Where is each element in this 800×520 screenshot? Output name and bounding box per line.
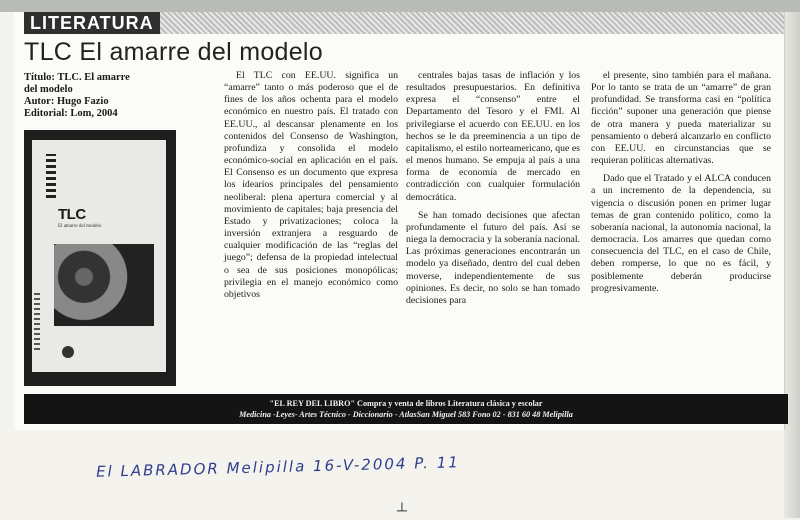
article-column-1 <box>224 70 398 301</box>
ad-line-2: Medicina -Leyes- Artes Técnico - Diccionario - AtlasSan Miguel 583 Fono 02 - 831 60 48 Melipilla <box>239 410 573 419</box>
publisher-logo-icon <box>62 346 74 358</box>
cover-stripe-decoration <box>46 154 56 198</box>
article-column-3 <box>591 70 771 295</box>
section-header-bar <box>24 12 784 34</box>
column-3-paragraph-1: el presente, sino también para el mañana. Por lo tanto se trata de un “amarre” de gran profundidad. Se transforma casi en “política ficción” suponer una generación que piense de otra manera y pueda materializar su pensamiento o deberá alcanzarlo en conflicto con EE.UU. en circunstancias que se requieran políticas alternativas. <box>591 70 771 167</box>
cover-side-decoration <box>34 290 40 350</box>
article-headline: TLC El amarre del modelo <box>24 38 323 66</box>
crop-mark: ┴ <box>397 504 407 519</box>
book-metadata <box>24 72 164 120</box>
scan-right-edge <box>784 12 800 518</box>
book-cover-inner <box>32 140 166 372</box>
article-column-2 <box>406 70 580 307</box>
column-1-paragraph-1: El TLC con EE.UU. significa un “amarre” tanto o más poderoso que el de fines de los años ochenta para el modelo económico en nuestro país. El tratado con EE.UU., al descansar plenamente en los contenidos del Consenso de Washington, profundiza y consolida el modelo económico-social en aplicación en el país. El Consenso es un documento que expresa los idearios principales del pensamiento neoliberal: plena apertura comercial y al movimiento de capitales; baja presencia del Estado y privatizaciones; coloca la inversión extranjera a resguardo de cualquier modificación de las “reglas del juego”; defensa de la propiedad intelectual o sea de sus posiciones monopólicas; privilegia en el manejo económico como objetivos <box>224 70 398 300</box>
book-cover-image <box>24 130 176 386</box>
meta-title: Título: TLC. El amarre <box>24 72 130 83</box>
cover-title: TLC <box>58 206 86 223</box>
ad-line-1: "EL REY DEL LIBRO" Compra y venta de libros Literatura clásica y escolar <box>269 399 543 408</box>
handwritten-source-note: El LABRADOR Melipilla 16-V-2004 P. 11 <box>95 453 461 481</box>
cover-photo <box>54 244 154 326</box>
cover-subtitle: El amarre del modelo <box>58 224 102 229</box>
meta-author: Autor: Hugo Fazio <box>24 96 109 107</box>
column-2-paragraph-2: Se han tomado decisiones que afectan profundamente el futuro del país. Así se niega la democracia y la soberanía nacional. Las próximas generaciones encontrarán un modelo ya diseñado, dentro del cual deben moverse, independientemente de sus opiniones. Es decir, no solo se han tomado decisiones para <box>406 209 580 306</box>
meta-publisher: Editorial: Lom, 2004 <box>24 108 118 119</box>
scan-top-edge <box>0 0 800 12</box>
column-3-paragraph-2: Dado que el Tratado y el ALCA conducen a un incremento de la dependencia, su vigencia o discusión ponen en primer lugar temas de gran contenido político, como la soberanía nacional, la autonomía nacional, la democracia. Los amarres que quedan como consecuencia del TLC, en el caso de Chile, deben romperse, lo que no es fácil, y posiblemente deberán producirse progresivamente. <box>591 173 771 294</box>
column-2-paragraph-1: centrales bajas tasas de inflación y los resultados presupuestarios. En definitiva expresa el “consenso” entre el Departamento del Tesoro y el FMI. Al privilegiarse el acuerdo con EE.UU. en los hechos se le da preeminencia a un tipo de capitalismo, el estilo norteamericano, que es el menos humano. Se empuja al país a una forma de economía de mercado en contradicción con cualquier formulación democrática. <box>406 70 580 203</box>
newspaper-clipping <box>14 12 785 430</box>
meta-title-cont: del modelo <box>24 84 73 95</box>
section-label: LITERATURA <box>24 12 160 34</box>
advertisement-bar <box>24 394 788 424</box>
